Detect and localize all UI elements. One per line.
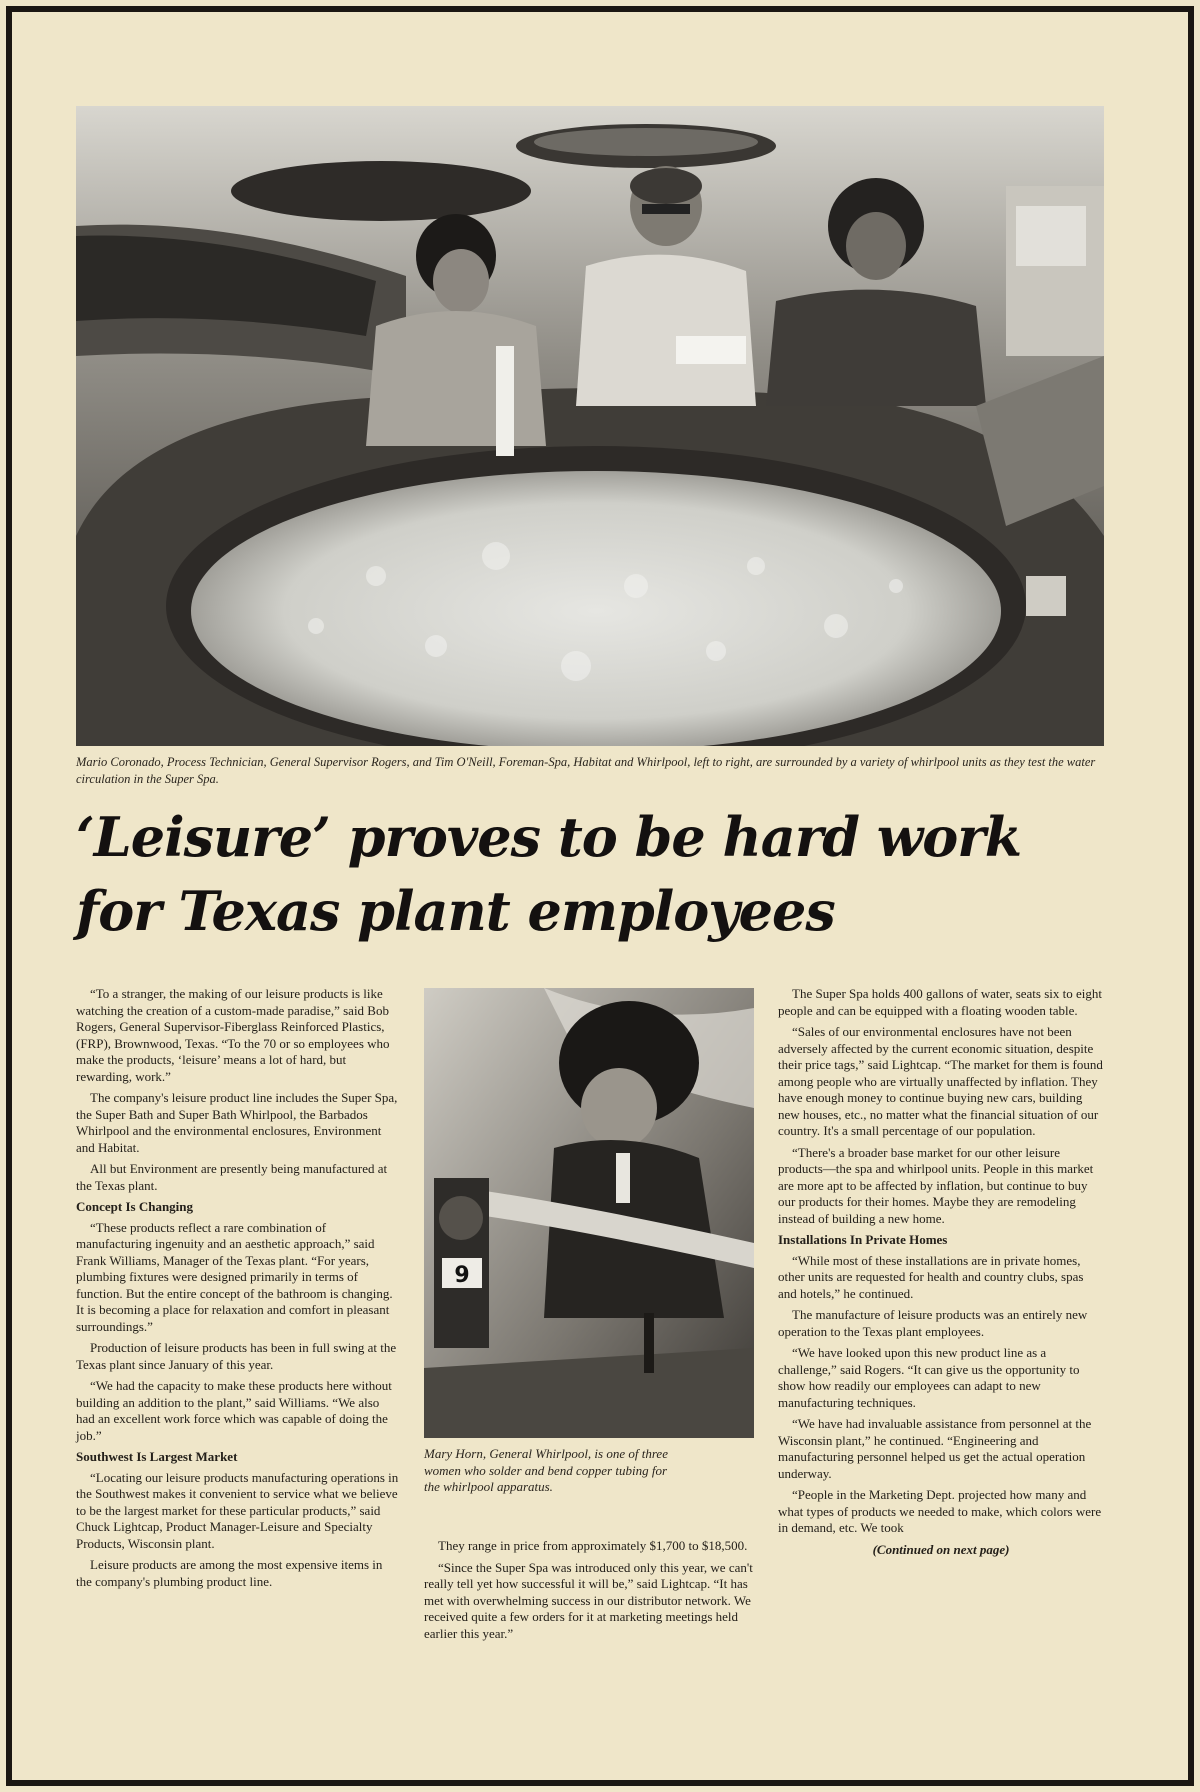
paragraph: “There's a broader base market for our other leisure products—the spa and whirlpool units. People in this market are more apt to be affected by inflation, but continue to buy our products for their homes. Maybe they are remodeling instead of building a new home. <box>778 1144 1094 1226</box>
paragraph: “People in the Marketing Dept. projected how many and what types of products we needed to make, which colors were in demand, etc. We took <box>778 1487 1102 1535</box>
paragraph: The manufacture of leisure products was an entirely new operation to the Texas plant employees. <box>778 1307 1088 1339</box>
paragraph: “We had the capacity to make these products here without building an addition to the plant,” said Williams. “We also had an excellent work force which was capable of doing the job.” <box>76 1378 392 1443</box>
paragraph: The company's leisure product line includes the Super Spa, the Super Bath and Super Bath Whirlpool, the Barbados Whirlpool and the environmental enclosures, Environment and Habitat. <box>76 1090 398 1155</box>
paragraph: “While most of these installations are in private homes, other units are requested for health and country clubs, spas and hotels,” he continued. <box>778 1252 1084 1301</box>
paragraph: “We have had invaluable assistance from personnel at the Wisconsin plant,” he continued. “Engineering and manufacturing personnel helped us get the actual operation underway. <box>778 1416 1092 1481</box>
paragraph: Production of leisure products has been in full swing at the Texas plant since January of this year. <box>76 1340 397 1372</box>
article-column-3 <box>778 986 1104 1563</box>
subheading: Southwest Is Largest Market <box>76 1449 238 1464</box>
whirlpool-test-photo <box>76 106 1104 746</box>
article-column-2 <box>424 1538 754 1647</box>
paragraph: “We have looked upon this new product line as a challenge,” said Rogers. “It can give us the opportunity to show how readily our employees can adapt to new manufacturing techniques. <box>778 1345 1080 1410</box>
paragraph: They range in price from approximately $1,700 to $18,500. <box>438 1538 748 1553</box>
headline-line-2: for Texas plant employees <box>76 879 835 943</box>
paragraph: “Sales of our environmental enclosures have not been adversely affected by the current economic situation, despite their price tags,” said Lightcap. “The market for them is found among people who are virtually unaffected by inflation. They have enough money to continue buying new cars, building new houses, etc., no matter what the financial situation of our country. It's a small percentage of our population. <box>778 1024 1103 1138</box>
subheading: Installations In Private Homes <box>778 1232 948 1247</box>
paragraph: “These products reflect a rare combination of manufacturing ingenuity and an aesthetic approach,” said Frank Williams, Manager of the Texas plant. “For years, plumbing fixtures were designed primarily in terms of function. But the entire concept of the bathroom is changing. It is becoming a place for relaxation and comfort in pleasant surroundings.” <box>76 1219 393 1334</box>
headline-line-1: ‘Leisure’ proves to be hard work <box>76 805 1022 869</box>
top-photo-caption: Mario Coronado, Process Technician, General Supervisor Rogers, and Tim O'Neill, Foreman-Spa, Habitat and Whirlpool, left to right, are surrounded by a variety of whirlpool units as they test the water circulation in the Super Spa. <box>76 755 1096 786</box>
soldering-photo <box>424 988 754 1438</box>
article-column-1 <box>76 986 400 1595</box>
paragraph: “To a stranger, the making of our leisure products is like watching the creation of a custom-made paradise,” said Bob Rogers, General Supervisor-Fiberglass Reinforced Plastics, (FRP), Brownwood, Texas. “To the 70 or so employees who make the products, ‘leisure’ means a lot of hard, but rewarding, work.” <box>76 986 390 1084</box>
paragraph: All but Environment are presently being manufactured at the Texas plant. <box>76 1161 388 1193</box>
paragraph: “Locating our leisure products manufacturing operations in the Southwest makes it convenient to service what we believe to be the largest market for these particular products,” said Chuck Lightcap, Product Manager-Leisure and Specialty Products, Wisconsin plant. <box>76 1469 399 1551</box>
paragraph: The Super Spa holds 400 gallons of water, seats six to eight people and can be equipped with a floating wooden table. <box>778 986 1102 1018</box>
subheading: Concept Is Changing <box>76 1199 194 1214</box>
paragraph: “Since the Super Spa was introduced only this year, we can't really tell yet how successful it will be,” said Lightcap. “It has met with overwhelming success in our distributor network. We received quite a few orders for it at marketing meetings held earlier this year.” <box>424 1559 753 1641</box>
paragraph: Leisure products are among the most expensive items in the company's plumbing product line. <box>76 1557 383 1589</box>
machine-number: 9 <box>454 1263 470 1288</box>
article-headline <box>76 800 1104 948</box>
continued-notice: (Continued on next page) <box>872 1541 1010 1557</box>
middle-photo-caption: Mary Horn, General Whirlpool, is one of three women who solder and bend copper tubing for the whirlpool apparatus. <box>424 1446 668 1494</box>
